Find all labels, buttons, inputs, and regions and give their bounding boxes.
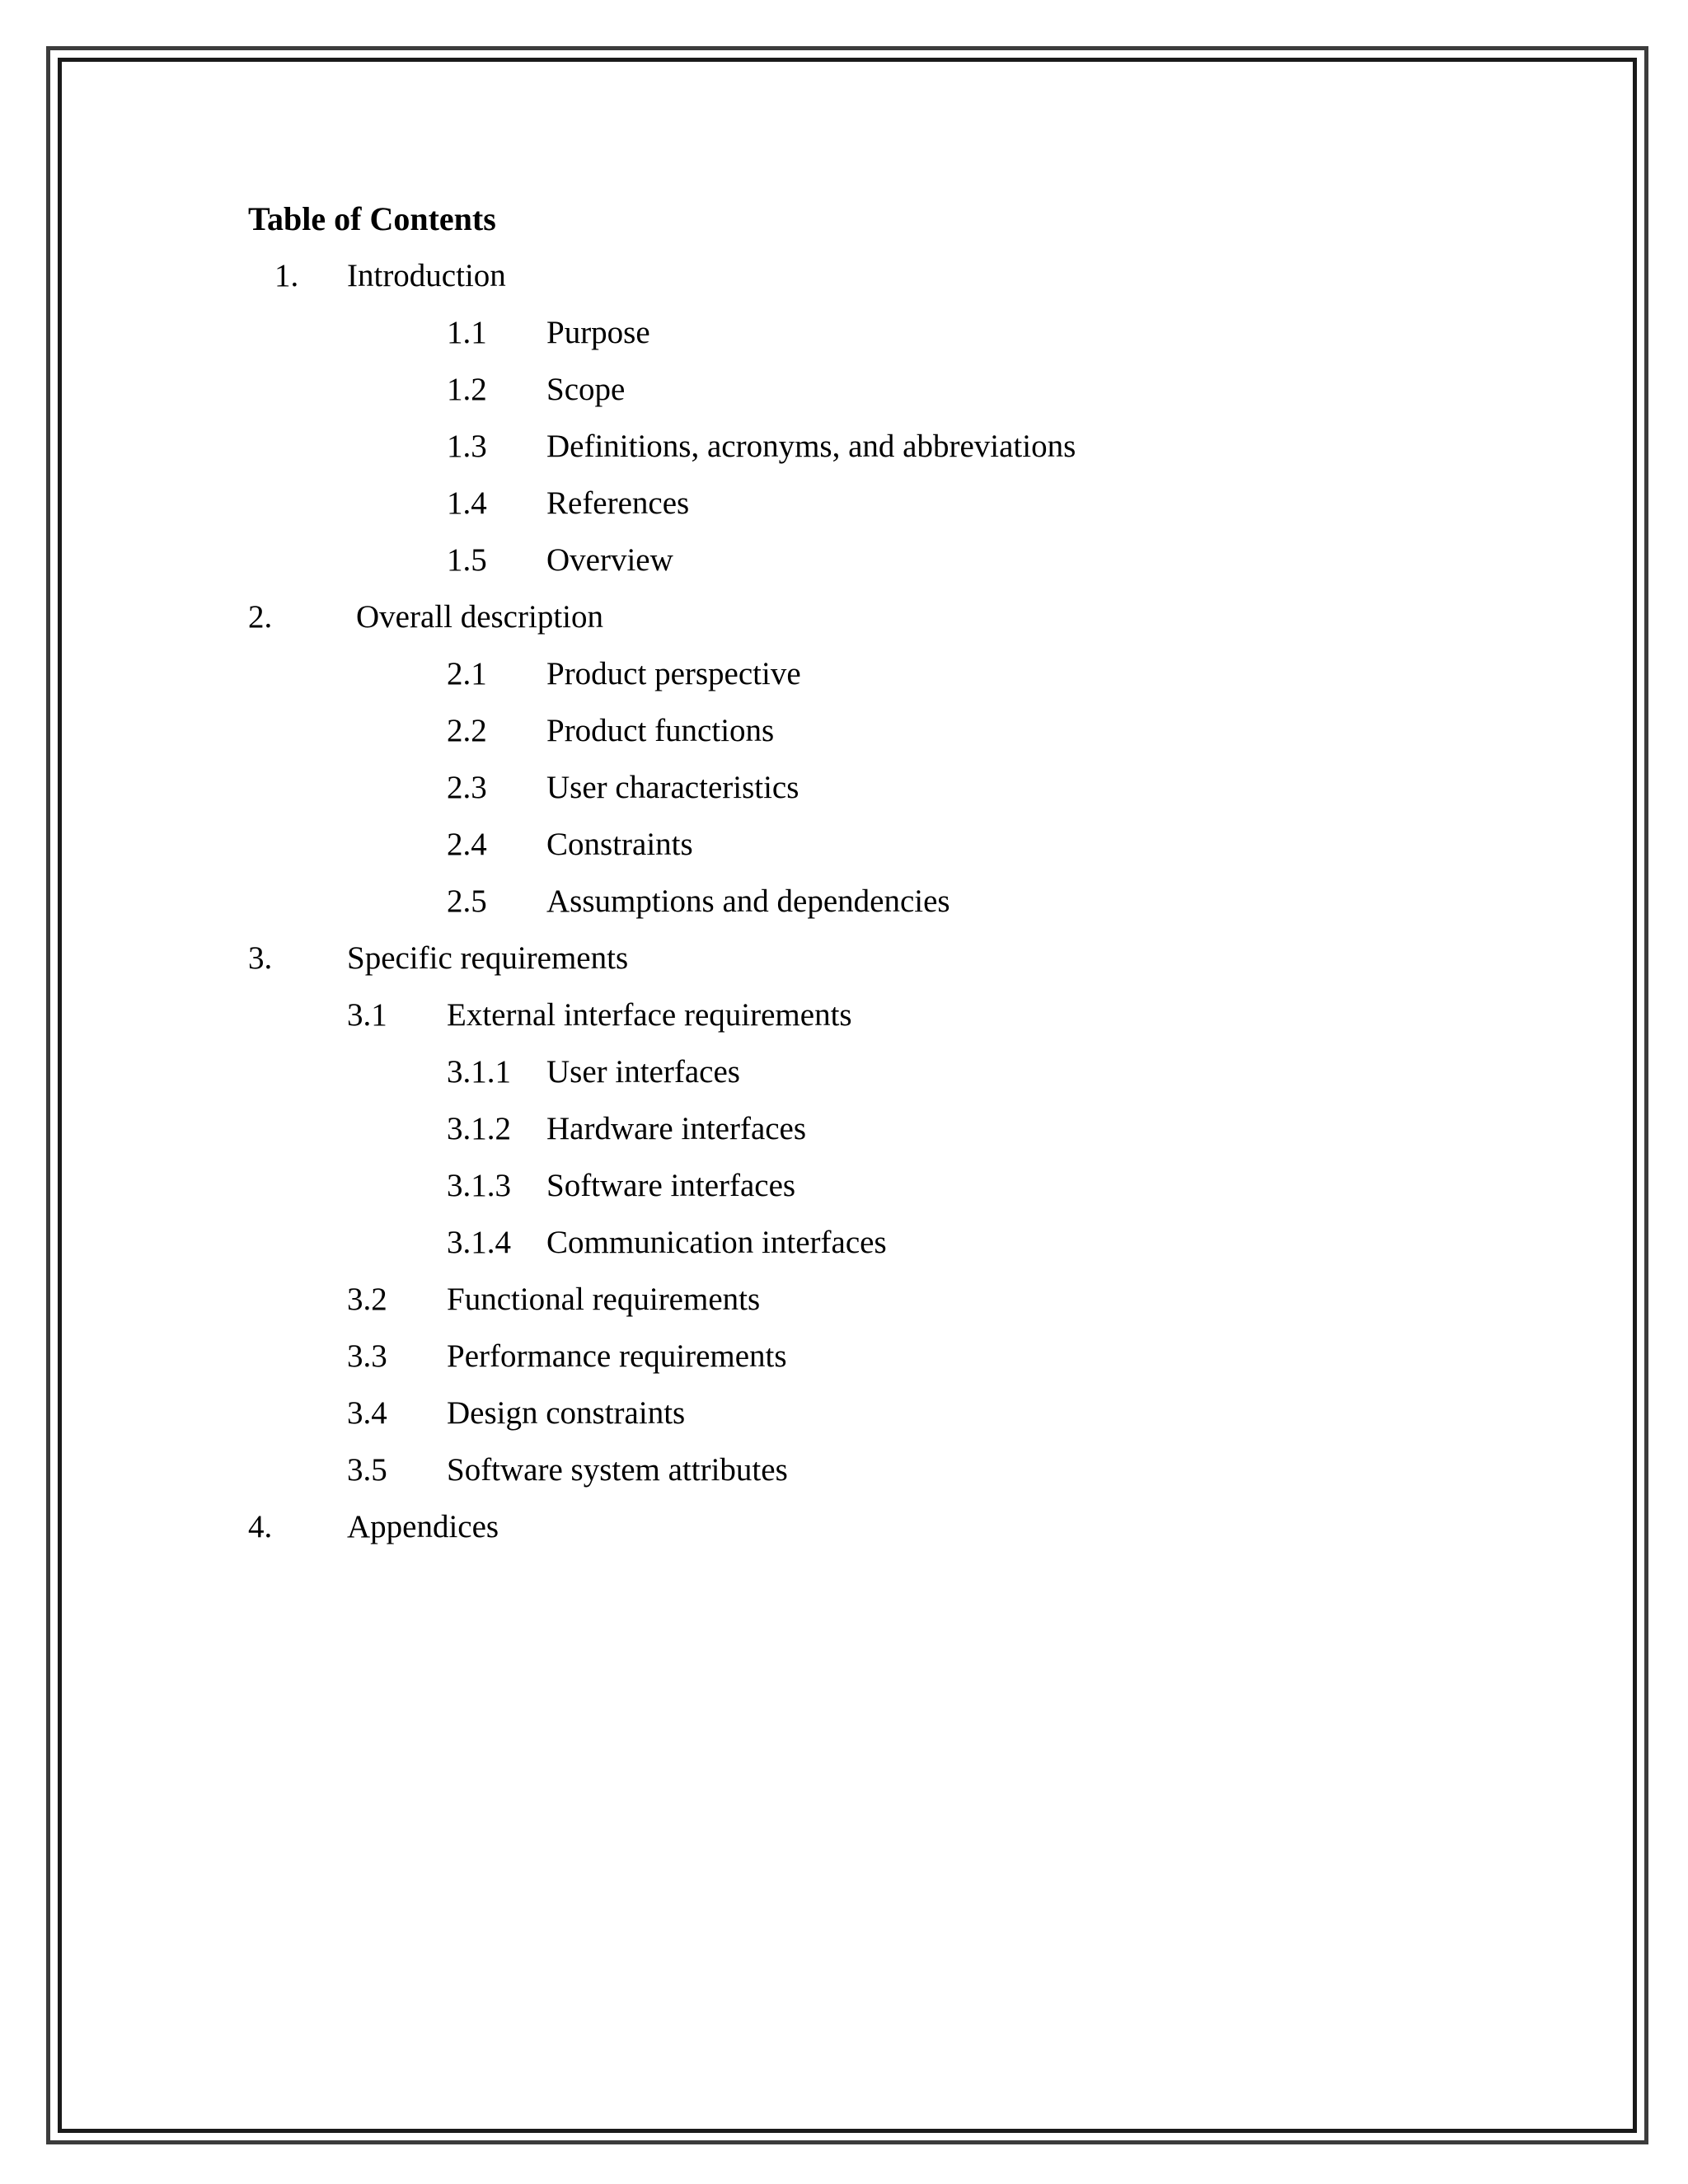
toc-entry-label: References xyxy=(546,485,690,521)
toc-entry-label: Communication interfaces xyxy=(546,1225,887,1260)
toc-entry-label: Design constraints xyxy=(447,1395,686,1431)
toc-entry-number: 3.4 xyxy=(347,1395,387,1431)
toc-entry-label: Purpose xyxy=(546,315,650,350)
toc-entry-number: 3. xyxy=(248,940,273,976)
toc-entry-number: 1.2 xyxy=(447,372,487,407)
toc-entry-number: 3.5 xyxy=(347,1452,387,1488)
toc-title: Table of Contents xyxy=(248,200,496,237)
toc-entry-label: Overall description xyxy=(356,599,603,635)
toc-entry-number: 3.1.1 xyxy=(447,1054,511,1090)
toc-entry-label: Introduction xyxy=(347,258,506,293)
toc-entry-label: Functional requirements xyxy=(447,1282,761,1317)
toc-entry-label: Product perspective xyxy=(546,656,801,691)
toc-entry-number: 2.5 xyxy=(447,883,487,919)
toc-entry-label: Definitions, acronyms, and abbreviations xyxy=(546,429,1076,464)
toc-entry-label: Product functions xyxy=(546,713,775,748)
toc-entry-number: 3.1.2 xyxy=(447,1111,511,1146)
toc-entry-number: 1.4 xyxy=(447,485,487,521)
toc-entry-label: Hardware interfaces xyxy=(546,1111,807,1146)
toc-entry-label: Appendices xyxy=(347,1509,499,1544)
toc-entry-number: 3.1.4 xyxy=(447,1225,511,1260)
page-border-inner xyxy=(58,58,1637,2133)
toc-entry-label: Assumptions and dependencies xyxy=(546,883,950,919)
toc-entry-number: 3.1 xyxy=(347,997,387,1033)
toc-entry-number: 1.3 xyxy=(447,429,487,464)
toc-entry-number: 2.3 xyxy=(447,770,487,805)
toc-entry-label: Performance requirements xyxy=(447,1338,787,1374)
toc-entry-label: User characteristics xyxy=(546,770,799,805)
toc-entry-label: Constraints xyxy=(546,827,693,862)
toc-entry-label: External interface requirements xyxy=(447,997,852,1033)
toc-entry-label: User interfaces xyxy=(546,1054,740,1090)
toc-entry-number: 2.2 xyxy=(447,713,487,748)
toc-entry-number: 4. xyxy=(248,1509,273,1544)
toc-entry-label: Software interfaces xyxy=(546,1168,796,1203)
toc-entry-number: 3.3 xyxy=(347,1338,387,1374)
toc-entry-label: Specific requirements xyxy=(347,940,629,976)
toc-entry-number: 2. xyxy=(248,599,273,635)
toc-entry-number: 1. xyxy=(274,258,299,293)
toc-entry-number: 1.1 xyxy=(447,315,487,350)
toc-entry-number: 2.1 xyxy=(447,656,487,691)
toc-entry-number: 2.4 xyxy=(447,827,487,862)
toc-entry-label: Scope xyxy=(546,372,626,407)
toc-entry-label: Overview xyxy=(546,542,673,578)
toc-entry-number: 3.2 xyxy=(347,1282,387,1317)
toc-entry-number: 1.5 xyxy=(447,542,487,578)
toc-entry-label: Software system attributes xyxy=(447,1452,788,1488)
toc-entry-number: 3.1.3 xyxy=(447,1168,511,1203)
